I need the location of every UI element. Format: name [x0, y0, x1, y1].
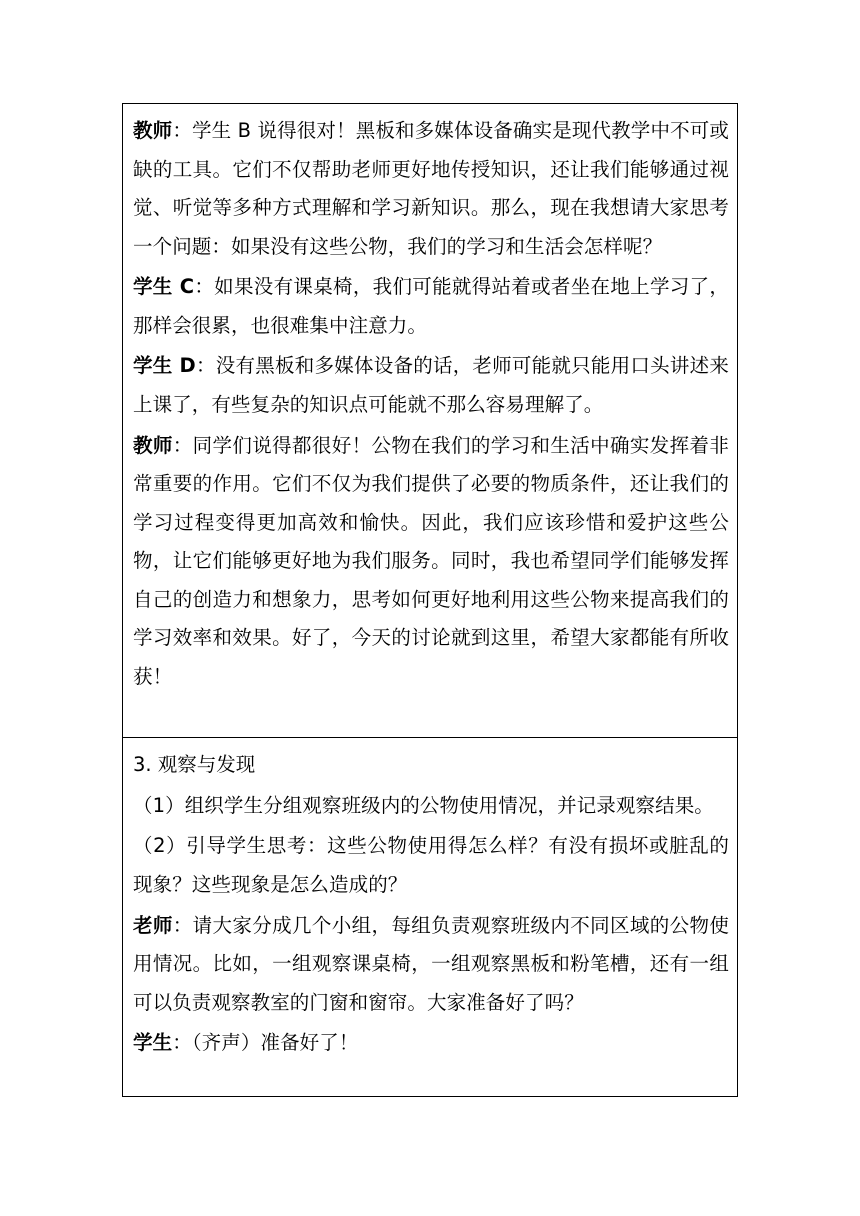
dialogue-text: 同学们说得都很好！公物在我们的学习和生活中确实发挥着非常重要的作用。它们不仅为我们提供了必要的物质条件，还让我们的学习过程变得更加高效和愉快。因此，我们应该珍惜和爱护这些公物，让它们能够更好地为我们服务。同时，我也希望同学们能够发挥自己的创造力和想象力，思考如何更好地利用这些公物来提高我们的学习效率和效果。好了，今天的讨论就到这里，希望大家都能有所收获！ — [133, 433, 730, 688]
speaker-separator: ： — [195, 354, 216, 378]
speaker-separator: ： — [172, 433, 193, 457]
dialogue-text: （齐声）准备好了！ — [191, 1031, 359, 1055]
speaker-label: 教师 — [133, 119, 173, 142]
dialogue-text: 学生 B 说得很对！黑板和多媒体设备确实是现代教学中不可或缺的工具。它们不仅帮助老师更好地传授知识，还让我们能够通过视觉、听觉等多种方式理解和学习新知识。那么，现在我想请大家思考一个问题：如果没有这些公物，我们的学习和生活会怎样呢？ — [133, 119, 729, 258]
dialogue-paragraph — [133, 268, 729, 345]
speaker-label: 学生 — [133, 1031, 173, 1055]
dialogue-paragraph — [133, 1024, 729, 1063]
speaker-label: 老师 — [133, 913, 173, 937]
speaker-separator: ： — [172, 913, 193, 937]
dialogue-paragraph — [133, 347, 729, 424]
dialogue-paragraph — [133, 907, 729, 1023]
section-heading: 3. 观察与发现 — [133, 753, 256, 776]
speaker-separator: ： — [172, 1031, 192, 1055]
lesson-table — [122, 103, 738, 1097]
dialogue-text: 没有黑板和多媒体设备的话，老师可能就只能用口头讲述来上课了，有些复杂的知识点可能就不那么容易理解了。 — [133, 354, 729, 416]
dialogue-paragraph — [133, 112, 729, 266]
list-item: （2）引导学生思考：这些公物使用得怎么样？有没有损坏或脏乱的现象？这些现象是怎么造成的？ — [133, 834, 729, 896]
dialogue-text: 如果没有课桌椅，我们可能就得站着或者坐在地上学习了，那样会很累，也很难集中注意力。 — [133, 275, 730, 337]
speaker-separator: ： — [172, 119, 192, 142]
speaker-label: 学生 C — [133, 275, 195, 299]
dialogue-paragraph — [133, 427, 729, 697]
observation-cell — [123, 738, 737, 1096]
dialogue-cell — [123, 104, 737, 738]
dialogue-text: 请大家分成几个小组，每组负责观察班级内不同区域的公物使用情况。比如，一组观察课桌椅，一组观察黑板和粉笔槽，还有一组可以负责观察教室的门窗和窗帘。大家准备好了吗？ — [133, 913, 730, 1014]
list-item: （1）组织学生分组观察班级内的公物使用情况，并记录观察结果。 — [133, 793, 714, 817]
speaker-separator: ： — [194, 275, 215, 299]
speaker-label: 教师 — [133, 433, 173, 457]
speaker-label: 学生 D — [133, 354, 196, 378]
